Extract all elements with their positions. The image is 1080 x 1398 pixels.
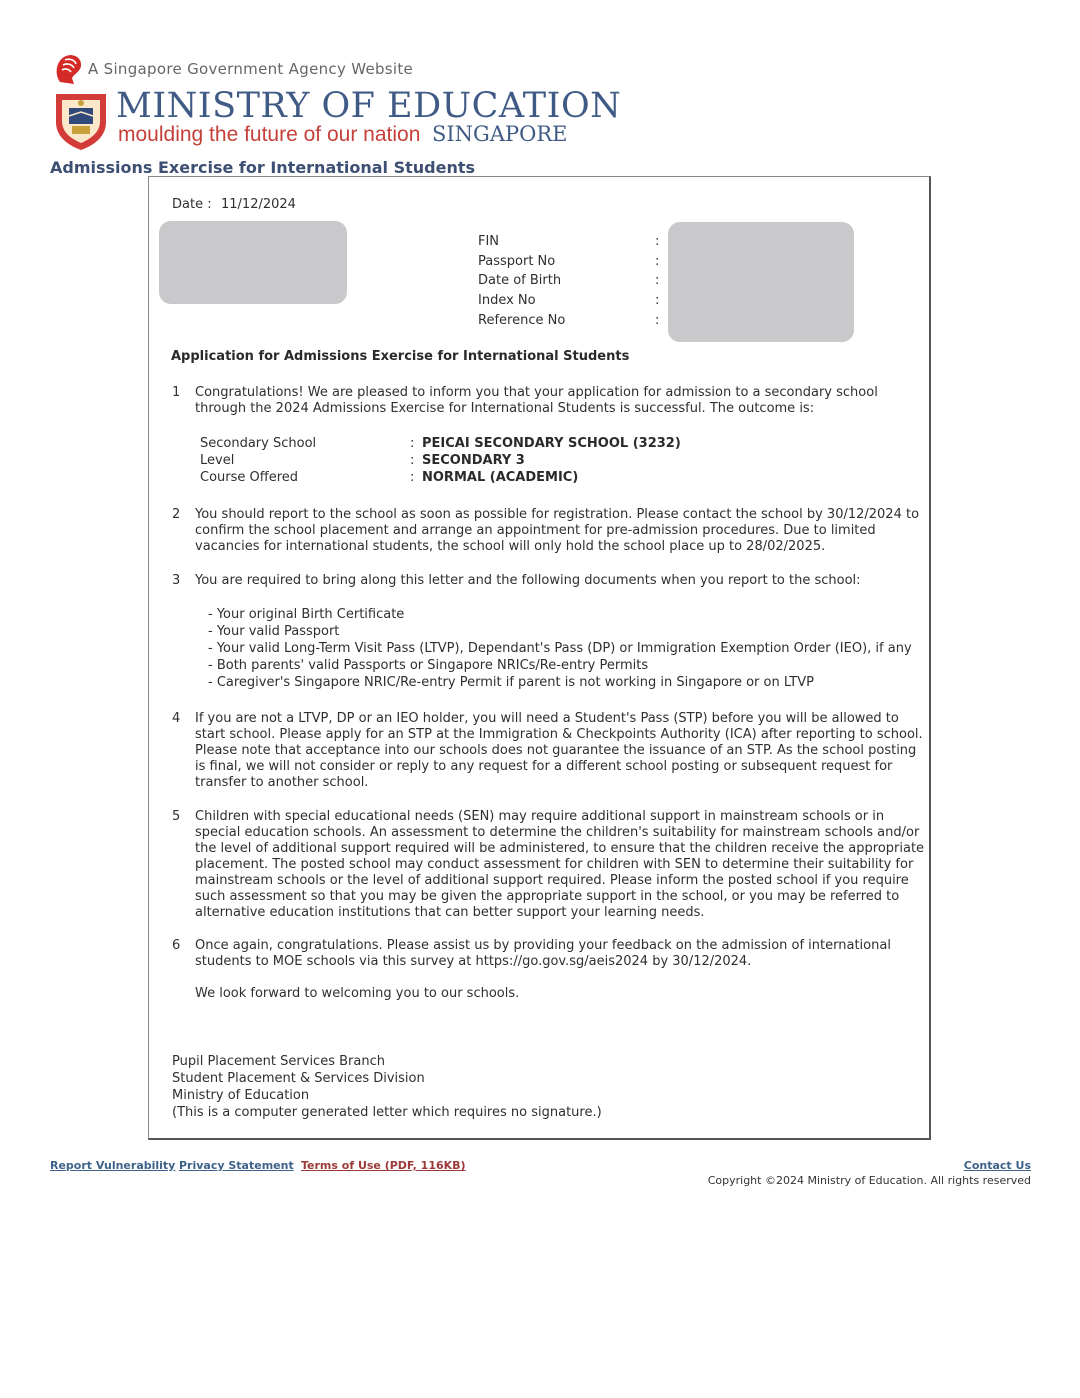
paragraph-text: Once again, congratulations. Please assist us by providing your feedback on the admission of international students to MOE schools via this survey at https://go.gov.sg/aeis2024 by 30/12/2024. bbox=[195, 938, 891, 969]
letter-heading: Application for Admissions Exercise for International Students bbox=[171, 349, 630, 364]
date-label: Date : bbox=[172, 197, 212, 212]
placement-colon: : bbox=[410, 470, 415, 485]
page-title: Admissions Exercise for International Students bbox=[50, 158, 476, 177]
moe-crest-icon bbox=[52, 88, 110, 152]
paragraph-text: You are required to bring along this letter and the following documents when you report to the school: bbox=[195, 573, 861, 588]
copyright-text: Copyright ©2024 Ministry of Education. All rights reserved bbox=[707, 1174, 1031, 1187]
paragraph-text: If you are not a LTVP, DP or an IEO holder, you will need a Student's Pass (STP) before you will be allowed to start school. Please apply for an STP at the Immigration & Checkpoints Authority (ICA) after reporting to school. Please note that acceptance into our schools does not guarantee the issuance of an STP. As the school posting is final, we will not consider or reply to any request for a different school posting or subsequent request for transfer to another school. bbox=[195, 711, 923, 790]
document-list-item: - Your original Birth Certificate bbox=[208, 607, 405, 622]
paragraph-text: Children with special educational needs (SEN) may require additional support in mainstream schools or in special education schools. An assessment to determine the children's suitability for mainstream schools and/or the level of additional support required will be administered, to ensure that the children receive the appropriate placement. The posted school may conduct assessment for children with SEN to determine their suitability for mainstream schools or the level of additional support required. Please inform the posted school if you require such assessment so that you may be given the appropriate support in the school, or you may be referred to alternative education institutions that can better support your learning needs. bbox=[195, 809, 925, 920]
contact-us-link[interactable]: Contact Us bbox=[963, 1159, 1031, 1172]
placement-value: SECONDARY 3 bbox=[422, 453, 525, 468]
para-number: 2 bbox=[172, 507, 181, 522]
dob-label: Date of Birth bbox=[478, 273, 562, 288]
index-colon: : bbox=[655, 293, 660, 308]
reference-colon: : bbox=[655, 313, 660, 328]
placement-value: NORMAL (ACADEMIC) bbox=[422, 470, 579, 485]
redacted-id-values bbox=[668, 222, 854, 342]
placement-label: Level bbox=[200, 453, 235, 468]
para-number: 4 bbox=[172, 711, 181, 726]
signature-line: Pupil Placement Services Branch bbox=[172, 1054, 385, 1069]
moe-title: MINISTRY OF EDUCATION bbox=[116, 86, 622, 126]
para-number: 3 bbox=[172, 573, 181, 588]
paragraph-text: You should report to the school as soon as possible for registration. Please contact the school by 30/12/2024 to confirm the school placement and arrange an appointment for pre-admission procedures. Due to limited vacancies for international students, the school will only hold the school place up to 28/02/2025. bbox=[195, 507, 920, 554]
placement-value: PEICAI SECONDARY SCHOOL (3232) bbox=[422, 436, 681, 451]
fin-colon: : bbox=[655, 234, 660, 249]
document-list-item: - Your valid Long-Term Visit Pass (LTVP), Dependant's Pass (DP) or Immigration Exemption Order (IEO), if any bbox=[208, 641, 912, 656]
moe-tagline: moulding the future of our nation bbox=[118, 123, 421, 146]
para-number: 1 bbox=[172, 385, 181, 400]
fin-label: FIN bbox=[478, 234, 500, 249]
signature-line: Student Placement & Services Division bbox=[172, 1071, 425, 1086]
para-number: 5 bbox=[172, 809, 181, 824]
placement-label: Secondary School bbox=[200, 436, 317, 451]
placement-colon: : bbox=[410, 436, 415, 451]
privacy-statement-link[interactable]: Privacy Statement bbox=[179, 1159, 294, 1172]
para-number: 6 bbox=[172, 938, 181, 953]
document-list-item: - Both parents' valid Passports or Singapore NRICs/Re-entry Permits bbox=[208, 658, 649, 673]
paragraph-text: Congratulations! We are pleased to inform you that your application for admission to a secondary school through the 2024 Admissions Exercise for International Students is successful. The outcome is: bbox=[195, 385, 878, 416]
document-list-item: - Your valid Passport bbox=[208, 624, 340, 639]
placement-label: Course Offered bbox=[200, 470, 299, 485]
gov-banner-text: A Singapore Government Agency Website bbox=[88, 60, 414, 78]
gov-banner bbox=[52, 52, 413, 86]
merlion-icon bbox=[52, 52, 84, 86]
passport-colon: : bbox=[655, 254, 660, 269]
redacted-name-block bbox=[159, 221, 347, 304]
report-vulnerability-link[interactable]: Report Vulnerability bbox=[50, 1159, 176, 1172]
closing-line: We look forward to welcoming you to our schools. bbox=[195, 986, 520, 1001]
terms-of-use-link[interactable]: Terms of Use (PDF, 116KB) bbox=[301, 1159, 466, 1172]
dob-colon: : bbox=[655, 273, 660, 288]
index-label: Index No bbox=[478, 293, 536, 308]
reference-label: Reference No bbox=[478, 313, 566, 328]
document-list-item: - Caregiver's Singapore NRIC/Re-entry Permit if parent is not working in Singapore or on LTVP bbox=[208, 675, 814, 690]
signature-line: Ministry of Education bbox=[172, 1088, 310, 1103]
signature-line: (This is a computer generated letter which requires no signature.) bbox=[172, 1105, 602, 1120]
moe-country: SINGAPORE bbox=[432, 122, 568, 146]
date-value: 11/12/2024 bbox=[221, 197, 296, 212]
placement-colon: : bbox=[410, 453, 415, 468]
passport-label: Passport No bbox=[478, 254, 556, 269]
